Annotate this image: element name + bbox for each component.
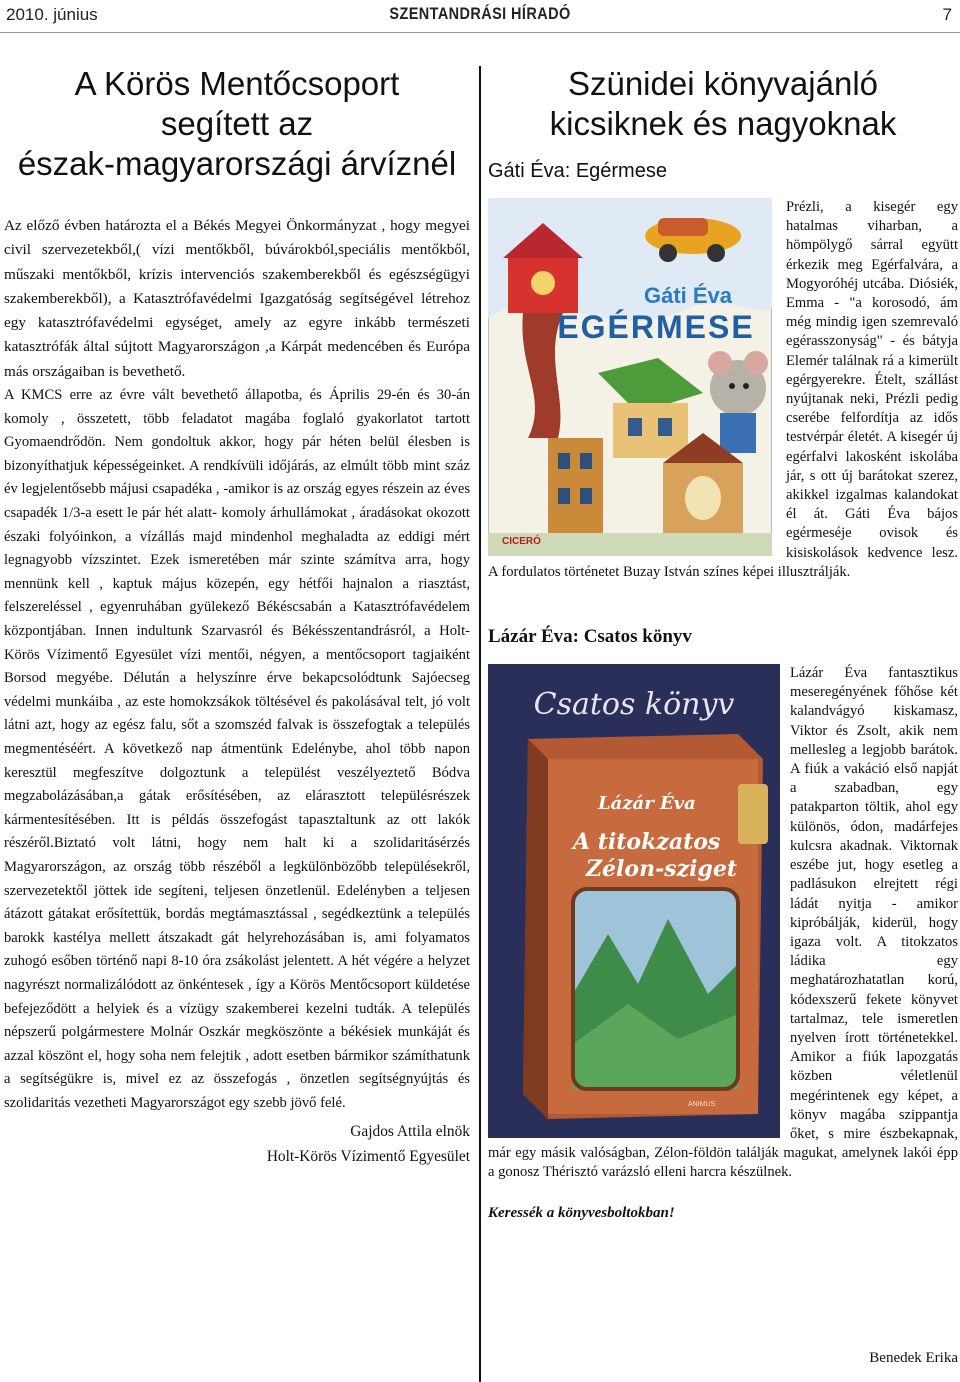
left-article: [4, 64, 470, 1169]
article-title: [488, 64, 958, 144]
article-author: Benedek Erika: [869, 1350, 958, 1366]
title-line: A Körös Mentőcsoport: [74, 65, 400, 102]
cover-subtitle-line: A titokzatos: [573, 829, 721, 856]
page-number: 7: [942, 5, 952, 24]
book-cover-image: [488, 198, 772, 556]
book-cover-image: [488, 664, 780, 1138]
book-description: Prézli, a kisegér egy hatalmas viharban, a hömpölygő sárral együtt érkezik meg Egérfalvára, a Mogyoróhéj utcába. Diósiék, Emma - "a korosodó, ám még mindig igen szemrevaló egérasszonyság" - és bátyja Elemér találnak rá a kimerült egérgyerekre. Ételt, szállást nyújtanak neki, Prézli pedig cserébe felfordítja az idős testvérpár életét. A kisegér új egérfalvi lakosként iskolába jár, s ott új barátokat szerez, akikkel izgalmas kalandokat él át. Gáti Éva bájos egérmeséje ovisok és kisiskolások kedvence lesz. A fordulatos történetet Buzay István színes képei illusztrálják.: [488, 199, 958, 580]
article-title: [4, 64, 470, 184]
book-review: [488, 624, 958, 1182]
cover-title-text: Csatos könyv: [533, 687, 735, 723]
issue-date: 2010. június: [6, 5, 98, 24]
closing-note: Keressék a könyvesboltokban!: [488, 1204, 675, 1221]
cover-subtitle-line: Zélon-sziget: [586, 856, 737, 883]
csatos-konyv-cover-illustration: [488, 664, 780, 1138]
article-paragraph: A KMCS erre az évre vált bevethető állapotba, és Április 29-én és 30-án komoly , összetett, több feladatot magába foglaló gyakorlatot tartott Gyomaendrődön. Nem gondoltuk akkor, hogy pár héten belül élesben is bizonyíthatjuk képességeinket. A rendkívüli időjárás, az elmúlt több mint száz év legjelentősebb májusi csapadéka , -amikor is az ország egyes részein az éves csapadék 1/3-a esett le pár hét alatt- komoly árhullámokat , áradásokat okozott északi folyóinkon, a vízállás majd mindenhol meghaladta az eddigi mért legnagyobb vízszintet. Ezek ismeretében már szinte számítva arra, hogy mennünk kell , kaptuk május közepén, egy hétfői hajnalon a riasztást, felszereléssel , egyenruhában gyülekező Békéscsabán a Katasztrófavédelem központjában. Innen indultunk Szarvasról és Békésszentandrásról, a Holt- Körös Vízimentő Egyesület vízi mentői, négyen, a mentőcsoport tagjaiként Borsod megyébe. Délután a helyszínre érve bekapcsolódtunk Sajóecseg védelmi munkáiba , az este homokzsákok töltésével és pakolásával telt, jó volt látni azt, hogy az egész falu, sőt a szomszéd falvak is összefogtak a település megmentéséért. A következő nap átmentünk Edelénybe, ahol több napon keresztül megfeszítve dolgoztunk a települést veszélyeztető Bódva megzabolázásában,a gátak erősítésében, az elárasztott településrészek kármentesítésében. Itt is példás összefogást tapasztaltunk az ott lakók részéről.Biztató volt látni, hogy nem halt ki a szolidaritásérzés Magyarországon, az ország több részéből a legkülönbözőbb településekről, szervezetektől jöttek ide segíteni, teljesen önzetlenül. Edelényben a teljesen átázott gátakat erősítettük, bordás megtámasztással , segédkeztünk a település barokk kastélya mellett átszakadt gát helyrehozásában is, ami folyamatos zuhogó esőben történő napi 8-10 óra zsákolást jelentett. A hét végére a helyzet nagyrészt normalizálódott az önkéntesek , így a Körös Mentőcsoport küldetése befejeződött a helyiek és a vízügy szakemberei kezelni tudták. A település népszerű polgármestere Molnár Oszkár megköszönte a békésiek munkáját és azzal köszönt el, hogy soha nem felejtik , adott esetben bármikor számíthatunk a segítségükre is, mivel ez az összefogás , önzetlen segítségnyújtás és szolidaritás vezetheti Magyarországot egy szebb jövő felé.: [4, 387, 470, 1111]
header-rule: [0, 32, 960, 33]
book-review: [488, 198, 958, 582]
publication-name: SZENTANDRÁSI HÍRADÓ: [389, 4, 571, 23]
article-body: [4, 214, 470, 1169]
title-line: kicsiknek és nagyoknak: [549, 105, 897, 142]
title-line: segített az: [160, 105, 314, 142]
title-line: Szünidei könyvajánló: [567, 65, 879, 102]
book-heading: Gáti Éva: Egérmese: [488, 160, 667, 182]
cover-publisher-text: ANIMUS: [688, 1101, 716, 1109]
article-signature: [4, 1119, 470, 1169]
title-line: észak-magyarországi árvíznél: [17, 145, 457, 182]
cover-title-text: EGÉRMESE: [557, 309, 755, 345]
page-header: [0, 0, 960, 34]
cover-publisher-text: CICERÓ: [502, 536, 541, 547]
book-description: Lázár Éva fantasztikus meseregényének főhőse két kalandvágyó kiskamasz, Viktor és Zsolt, akik nem mellesleg a legjobb barátok. A fiúk a vakáció első napját a szabadban, egy patakparton töltik, ahol egy különös, ódon, madárfejes kulcsra akadnak. Viktornak eszébe jut, hogy esetleg a padlásukon elrejtett régi ládát nyitja - amikor kipróbálják, kiderül, hogy igaza volt. A titokzatos ládika egy meghatározhatatlan korú, kódexszerű fekete könyvet tartalmaz, tele ismeretlen nyelven írott történetekkel. Amikor a fiúk lapozgatás közben véletlenül megérintenek egy képet, a könyv magába szippantja őket, s mire észbekapnak, már egy másik valóságban, Zélon-földön találják magukat, amelynek lakói épp a gonosz Thérisztó varázsló elleni harcra készülnek.: [488, 665, 958, 1181]
column-divider: [479, 66, 481, 1382]
cover-author-text: Lázár Éva: [598, 793, 696, 815]
egermese-cover-illustration: [488, 198, 772, 556]
signature-name: Gajdos Attila elnök: [350, 1123, 470, 1141]
right-article: [488, 64, 958, 1366]
signature-organization: Holt-Körös Vízimentő Egyesület: [266, 1148, 470, 1166]
book-heading: Lázár Éva: Csatos könyv: [488, 626, 692, 648]
article-paragraph: Az előző évben határozta el a Békés Megyei Önkormányzat , hogy megyei civil szervezetekből,( vízi mentőkből, búvárokból,speciális mentőkből, műszaki mentőkből, krízis intervenciós szakemberekből és egészségügyi szakemberekből), a Katasztrófavédelmi Igazgatóság segítségével létrehoz egy katasztrófavédelmi egységet, amely az egyre inkább természeti katasztrófák által sújtott Magyarországon ,a Kárpát medencében és Európa más országaiban is bevethető.: [4, 217, 470, 380]
cover-author-text: Gáti Éva: [643, 283, 733, 308]
